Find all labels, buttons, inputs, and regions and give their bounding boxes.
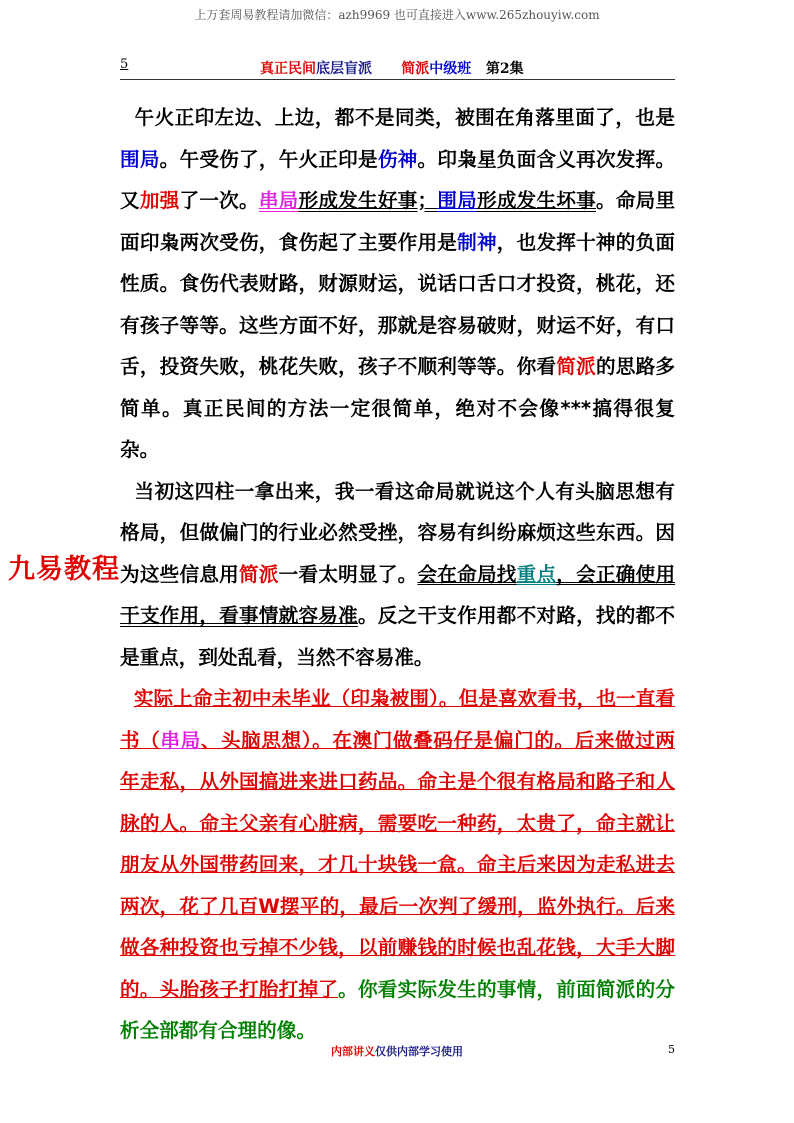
p1-s5: 。印枭星负面含义再次发挥。又 (120, 147, 676, 212)
page-header (120, 57, 675, 80)
p1-s14: ，也发挥十神的负面性质。食伤代表财路，财源财运，说话口舌口才投资，桃花，还有孩子等等。这些方面不好，那就是容易破财，财运不好，有口舌，投资失败，桃花失败，孩子不顺利等等。你看 (120, 230, 676, 378)
header-page-number: 5 (120, 57, 129, 72)
footer-part2: 仅供内部学习使用 (375, 1045, 463, 1058)
p1-s12: 。命局里面印枭两次受伤，食伤起了主要作用是 (120, 189, 676, 254)
p1-s15: 简派 (556, 355, 596, 378)
paragraph-2 (120, 471, 675, 679)
header-title-part4: 中级班 (429, 61, 472, 77)
p2-s3: 一看太明显了。 (278, 562, 418, 586)
paragraph-1 (120, 97, 675, 471)
p2-s7: 。反之干支作用都不对路，找的都不是重点，到处乱看，当然不容易准。 (120, 604, 676, 669)
footer-page-number: 5 (668, 1043, 675, 1056)
p3-s2: 串局 (160, 728, 201, 752)
p1-s1: 午火正印左边、上边，都不是同类，被围在角落里面了，也是 (134, 106, 675, 129)
p3-s3: 、头脑思想）。在澳门做叠码仔是偏门的。后来做过两年走私，从外国搞进来进口药品。命主是个很有格局和路子和人脉的人。命主父亲有心脏病，需要吃一种药，太贵了，命主就让朋友从外国带药回来，才几十块钱一盒。命主后来因为走私进去两次，花了几百W摆平的，最后一次判了缓刑，监外执行。后来做各种投资也亏掉不少钱，以前赚钱的时候也乱花钱，大手大脚的。头胎孩子打胎打掉了 (120, 728, 676, 1001)
header-title-part2: 底层盲派 (316, 61, 372, 77)
p2-s6: ，会正确使用干支作用，看事情就容易准 (120, 562, 676, 627)
p3-s1: 实际上命主初中未毕业（印枭被围）。但是喜欢看书，也一直看书（ (120, 687, 675, 752)
p2-s4: 会在命局找 (417, 562, 517, 586)
p2-s5: 重点 (516, 562, 557, 586)
p2-s1: 当初这四柱一拿出来，我一看这命局就说这个人有头脑思想有格局，但做偏门的行业必然受挫，容易有纠纷麻烦这些东西。因为这些信息用 (120, 479, 675, 586)
watermark-logo: 九易教程 (8, 547, 120, 586)
p1-s7: 了一次。 (179, 189, 259, 212)
paragraph-3 (120, 678, 675, 1052)
p2-s2: 简派 (238, 562, 279, 586)
p1-s8: 串局 (258, 189, 299, 212)
p1-s2: 围局 (120, 147, 160, 171)
p1-s4: 伤神 (377, 147, 418, 171)
p1-s11: 形成发生坏事 (477, 189, 596, 212)
top-banner: 上万套周易教程请加微信：azh9969 也可直接进入www.265zhouyiw.com (194, 8, 600, 22)
p1-s13: 制神 (457, 230, 497, 254)
header-title-part3: 简派 (401, 61, 430, 77)
lecture-body (120, 97, 675, 1052)
footer-part1: 内部讲义 (331, 1045, 375, 1058)
header-title (260, 58, 524, 78)
p1-s3: 。午受伤了，午火正印是 (159, 147, 378, 171)
header-title-part1: 真正民间 (260, 61, 316, 77)
header-title-part5: 第2集 (485, 61, 524, 77)
p1-s10: 围局 (437, 189, 477, 212)
p1-s16: 的思路多简单。真正民间的方法一定很简单，绝对不会像***搞得很复杂。 (120, 355, 676, 461)
p1-s9: 形成发生好事； (298, 189, 438, 212)
p1-s6: 加强 (139, 189, 180, 212)
p3-s4: 。你看实际发生的事情，前面简派的分析全部都有合理的像。 (120, 977, 676, 1042)
